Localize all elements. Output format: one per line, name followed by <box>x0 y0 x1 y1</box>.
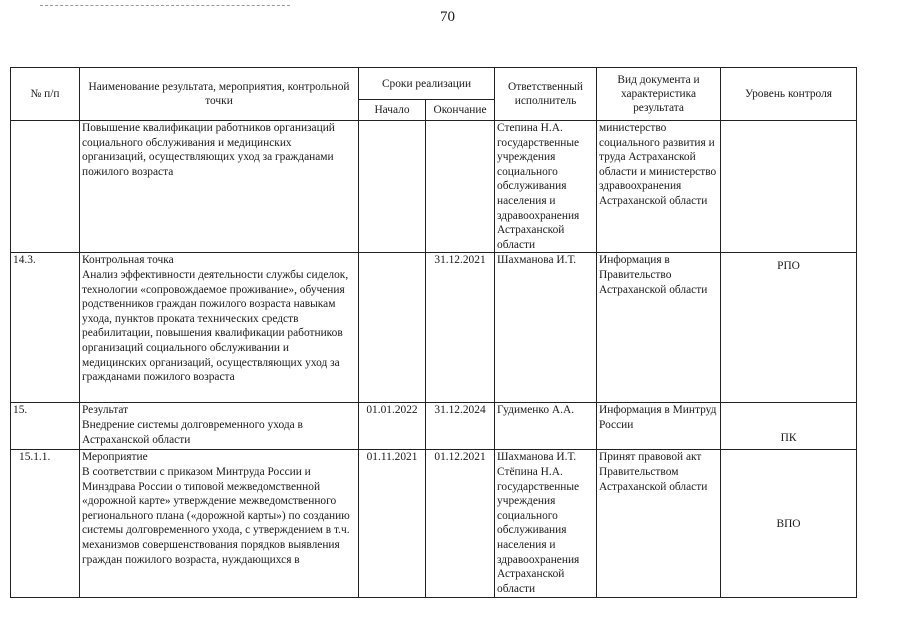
header-responsible: Ответственный исполнитель <box>495 68 597 121</box>
header-num: № п/п <box>11 68 80 121</box>
row-num: 14.3. <box>11 253 80 403</box>
row-type: Мероприятие <box>82 451 148 464</box>
row-end: 31.12.2024 <box>426 403 495 450</box>
row-start <box>359 121 426 253</box>
row-responsible <box>495 450 597 598</box>
table-row <box>11 403 857 450</box>
row-responsible-primary: Шахманова И.Т. <box>497 451 577 464</box>
row-start: 01.01.2022 <box>359 403 426 450</box>
row-type: Результат <box>82 404 129 417</box>
table-row <box>11 450 857 598</box>
plan-table <box>10 67 857 598</box>
row-level: РПО <box>721 253 857 403</box>
row-num <box>11 121 80 253</box>
header-start: Начало <box>359 100 426 121</box>
row-responsible-secondary: Стёпина Н.А. государственные учреждения социального обслуживания населения и здравоохранения Астраханской области <box>497 465 580 595</box>
scan-artifact-line <box>40 5 290 9</box>
row-name-text: Повышение квалификации работников организаций социального обслуживания и медицинских организаций, осуществляющих уход за гражданами пожилого возраста <box>82 122 335 178</box>
row-responsible: Шахманова И.Т. <box>495 253 597 403</box>
row-name <box>80 121 359 253</box>
row-num: 15.1.1. <box>11 450 80 598</box>
row-num: 15. <box>11 403 80 450</box>
row-type: Контрольная точка <box>82 254 174 267</box>
row-doc: Принят правовой акт Правительством Астраханской области <box>597 450 721 598</box>
page-number: 70 <box>440 9 455 25</box>
row-responsible: Гудименко А.А. <box>495 403 597 450</box>
header-end: Окончание <box>426 100 495 121</box>
row-start: 01.11.2021 <box>359 450 426 598</box>
row-doc: министерство социального развития и труда Астраханской области и министерство здравоохранения Астраханской области <box>597 121 721 253</box>
row-name <box>80 403 359 450</box>
row-end: 31.12.2021 <box>426 253 495 403</box>
row-level: ВПО <box>721 450 857 598</box>
row-name <box>80 253 359 403</box>
row-name-text: Анализ эффективности деятельности службы сиделок, технологии «сопровождаемое проживание», обучения родственников граждан пожилого возраста навыкам ухода, пунктов проката технических средств реабилитации, повышения квалификации работников организаций социального обслуживании и медицинских организаций, осуществляющих уход за гражданами пожилого возраста <box>82 268 349 384</box>
row-doc: Информация в Минтруд России <box>597 403 721 450</box>
row-end: 01.12.2021 <box>426 450 495 598</box>
row-level <box>721 121 857 253</box>
table-row <box>11 253 857 403</box>
row-end <box>426 121 495 253</box>
row-responsible: Степина Н.А. государственные учреждения социального обслуживания населения и здравоохранения Астраханской области <box>495 121 597 253</box>
header-doc: Вид документа и характеристика результата <box>597 68 721 121</box>
row-start <box>359 253 426 403</box>
table-row <box>11 121 857 253</box>
header-level: Уровень контроля <box>721 68 857 121</box>
row-name-text: В соответствии с приказом Минтруда России и Минздрава России о типовой межведомственной «дорожной карте» утверждение межведомственного регионального плана («дорожной карты») по созданию системы долговременного ухода, с утверждением в т.ч. механизмов совершенствования порядков выявления граждан пожилого возраста, нуждающихся в <box>82 465 350 566</box>
row-doc: Информация в Правительство Астраханской области <box>597 253 721 403</box>
header-name: Наименование результата, мероприятия, контрольной точки <box>80 68 359 121</box>
header-period: Сроки реализации <box>359 68 495 100</box>
row-level: ПК <box>721 403 857 450</box>
row-name-text: Внедрение системы долговременного ухода в Астраханской области <box>82 418 303 446</box>
row-name <box>80 450 359 598</box>
